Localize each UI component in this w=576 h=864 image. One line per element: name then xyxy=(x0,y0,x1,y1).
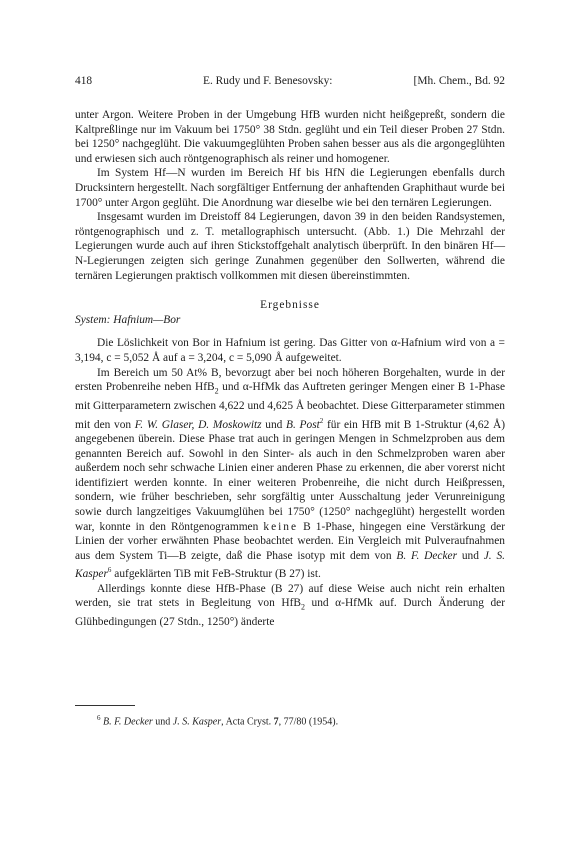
text-run: Allerdings konnte diese HfB-Phase (B 27) auf diese Weise auch nicht rein erhalten werden, sie trat stets in Begleitung von HfB xyxy=(75,582,505,610)
subheading-text: : Hafnium—Bor xyxy=(106,313,181,326)
paragraph xyxy=(75,366,505,582)
text-run: und α-HfMk auf. Durch Änderung der Glühbedingungen (27 Stdn., 1250°) änderte xyxy=(75,597,506,629)
text-run: und xyxy=(152,716,173,728)
subscript: 2 xyxy=(300,602,305,612)
footnote-number: 6 xyxy=(97,714,101,722)
footnote-divider xyxy=(75,705,135,706)
text-run: und α-HfMk das Auftreten geringer Mengen einer B 1-Phase mit Gitterparametern zwischen 4,622 und 4,625 Å beobachtet. Diese Gitterparameter stimmen mit den von xyxy=(75,381,505,431)
reference-marker: 6 xyxy=(107,566,112,575)
subscript: 2 xyxy=(214,386,219,396)
paragraph: Insgesamt wurden im Dreistoff 84 Legierungen, davon 39 in den beiden Randsystemen, röntgenographisch und z. T. metallographisch untersucht. (Abb. 1.) Die Mehrzahl der Legierungen wurde auch auf ihren Stickstoffgehalt analytisch überprüft. In den binären Hf—N-Legierungen zeigten sich geringe Zunahmen gegenüber den Sollwerten, während die ternären Legierungen praktisch vollkommen mit diesen übereinstimmten. xyxy=(75,211,505,282)
author-name: B. Post xyxy=(286,418,320,431)
paragraph: Die Löslichkeit von Bor in Hafnium ist gering. Das Gitter von α-Hafnium wird von a = 3,194, c = 5,052 Å auf a = 3,204, c = 5,090 Å aufgeweitet. xyxy=(75,337,505,364)
header-journal: [Mh. Chem., Bd. 92 xyxy=(413,75,505,87)
text-run: für ein HfB mit B 1-Struktur (4,62 Å) angegebenen überein. Diese Phase trat auch in geringen Mengen in Schmelzproben aus dem genannten Bereich auf. Sowohl in den Sinter- als auch in den Schmelzproben waren aber außerdem noch sehr schwache Linien einer anderen Phase zu erkennen, die aber vorerst nicht identifiziert werden konnte. In einer weiteren Probenreihe, die nicht durch Heißpressen, sondern, wie früher beschrieben, sehr sorgfältig unter Ausschaltung jeder Verunreinigung sowie durch langzeitiges Vakuumglühen bei 1750° (1250° nachgeglüht) hergestellt worden war, konnte in den Röntgenogrammen xyxy=(75,418,505,533)
header-authors: E. Rudy und F. Benesovsky: xyxy=(203,75,333,87)
footnote-volume: 7 xyxy=(273,716,279,728)
paragraph xyxy=(75,582,505,630)
text-run: , Acta Cryst. xyxy=(221,716,274,728)
paragraph: unter Argon. Weitere Proben in der Umgebung HfB wurden nicht heißgepreßt, sondern die Kaltpreßlinge nur im Vakuum bei 1750° 38 Stdn. geglüht und ein Teil dieser Proben 27 Stdn. bei 1250° nachgeglüht. Die vakuumgeglühten Proben sahen besser aus als die argongeglühten und erwiesen sich auch röntgenographisch als reiner und homogener. xyxy=(75,109,505,165)
author-name: B. F. Decker xyxy=(396,549,458,562)
emphasis: keine xyxy=(263,520,299,533)
text-run: Im Bereich um 50 At% B, bevorzugt aber bei noch höheren Borgehalten, wurde in der ersten Probenreihe neben HfB xyxy=(75,366,505,394)
section-heading: Ergebnisse xyxy=(260,299,320,312)
page-number: 418 xyxy=(75,75,93,87)
subsection-heading xyxy=(75,313,505,328)
footnote-author: B. F. Decker xyxy=(103,716,153,728)
body-text xyxy=(75,108,505,630)
text-run: aufgeklärten TiB mit FeB-Struktur (B 27) ist. xyxy=(111,568,321,581)
text-run: und xyxy=(457,549,484,562)
reference-marker: 2 xyxy=(319,416,324,425)
footnote-author: J. S. Kasper xyxy=(172,716,222,728)
text-run: und xyxy=(261,418,287,431)
text-run: B 1-Phase, hingegen eine Verstärkung der Linien der vorher erwähnten Phase beobachtet werden. Ein Vergleich mit Pulveraufnahmen aus dem System Ti—B zeigte, daß die Phase isotyp mit dem von xyxy=(75,520,505,562)
text-run: , 77/80 (1954). xyxy=(278,716,339,728)
subheading-label: System xyxy=(75,313,107,326)
author-names: F. W. Glaser, D. Moskowitz xyxy=(134,418,262,431)
author-name: J. S. Kasper xyxy=(75,549,505,581)
footnote xyxy=(97,712,505,728)
paragraph: Im System Hf—N wurden im Bereich Hf bis HfN die Legierungen ebenfalls durch Drucksintern hergestellt. Nach sorgfältiger Entfernung der anhaftenden Graphithaut wurde bei 1700° unter Argon geglüht. Die Anordnung war dieselbe wie bei den ternären Legierungen. xyxy=(75,167,505,209)
